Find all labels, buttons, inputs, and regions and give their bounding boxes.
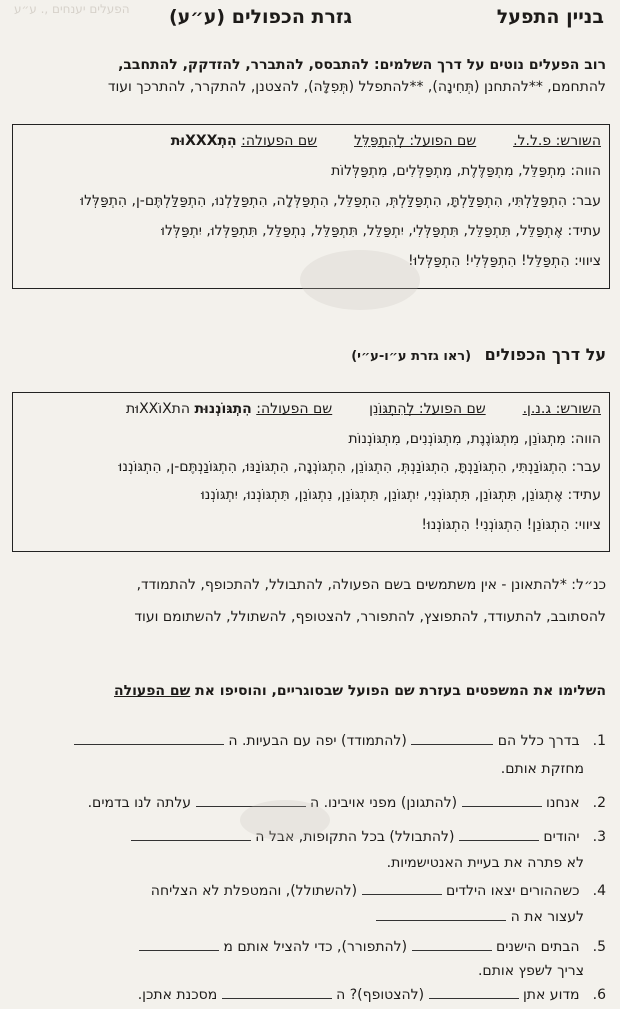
exercise-1-continuation: מחזקת אותם. bbox=[500, 761, 584, 777]
verb-hint: (להתפורר), כדי להציל אותם מ bbox=[223, 939, 408, 955]
box2-imperative: ציווי: הִתְגּוֹנֵן! הִתְגּוֹנְנִי! הִתְגּוֹנְנוּ! bbox=[421, 517, 601, 533]
section-title-kfulim bbox=[351, 345, 606, 364]
exercise-text: כשההורים יצאו הילדים bbox=[445, 883, 580, 899]
exercise-5-continuation: צריך לשפץ אותם. bbox=[477, 963, 584, 979]
exercise-number: 6. bbox=[592, 987, 606, 1003]
box2-action-name-label: שם הפעולה: bbox=[256, 401, 333, 417]
section2-note: (ראו גזרת ע״ו-ע״י) bbox=[351, 349, 472, 364]
box2-header-row bbox=[21, 399, 601, 419]
exercise-6 bbox=[12, 984, 606, 1006]
answer-blank[interactable] bbox=[429, 984, 519, 999]
exercise-text: יהודים bbox=[543, 829, 580, 845]
box1-header-row bbox=[21, 131, 601, 151]
bleed-through-text: הפעלים יענחים ,. ע״ע bbox=[14, 2, 130, 16]
box1-root: השורש: פ.ל.ל. bbox=[513, 133, 601, 149]
exercise-4 bbox=[12, 880, 606, 902]
exercise-text: אנחנו bbox=[546, 795, 580, 811]
box1-present: הווה: מִתְפַּלֵּל, מִתְפַּלֶּלֶת, מִתְפַּלְּלִים, מִתְפַּלְּלוֹת bbox=[331, 163, 601, 179]
answer-blank[interactable] bbox=[74, 730, 224, 745]
verb-hint: (להשתולל), והמטפלת לא הצליחה bbox=[150, 883, 358, 899]
answer-blank[interactable] bbox=[459, 826, 539, 841]
exercise-text: מפני אויבינו. ה bbox=[309, 795, 397, 811]
exercise-text: יפה עם הבעיות. ה bbox=[228, 733, 337, 749]
exercise-number: 4. bbox=[592, 883, 606, 899]
exercise-text: לעצור את ה bbox=[510, 909, 584, 925]
exercise-5 bbox=[12, 936, 606, 958]
answer-blank[interactable] bbox=[362, 880, 442, 895]
gizra-title: גזרת הכפולים (ע״ע) bbox=[168, 6, 352, 28]
box1-verb-name: שם הפועל: לְהִתְפַּלֵּל bbox=[353, 133, 477, 149]
answer-blank[interactable] bbox=[411, 730, 493, 745]
box1-action-name: הִתְXXXוּת bbox=[170, 133, 237, 149]
exercise-1 bbox=[12, 730, 606, 752]
exercise-number: 1. bbox=[592, 733, 606, 749]
intro-line-1: רוב הפעלים נוטים על דרך השלמים: להתבסס, להתברר, להזדקק, להתחבב, bbox=[118, 57, 606, 73]
exercise-text: הבתים הישנים bbox=[496, 939, 580, 955]
box2-action-pattern: התXוֹXXוּת bbox=[126, 401, 191, 417]
verb-hint: (להתגונן) bbox=[400, 795, 458, 811]
box2-past: עבר: הִתְגּוֹנַנְתִּי, הִתְגּוֹנַנְתָּ, הִתְגּוֹנַנְתְּ, הִתְגּוֹנֵן, הִתְגּוֹנְנָה, הִתְגּוֹנַנּוּ, הִתְגּוֹנַנְתֶּם-ן, הִתְגּוֹנְנוּ bbox=[118, 459, 601, 475]
exercise-4-continuation bbox=[376, 906, 584, 928]
verb-hint: (להתבולל) bbox=[389, 829, 455, 845]
paper-smudge bbox=[240, 800, 330, 840]
box2-action-name: הִתְגּוֹנְנוּת bbox=[194, 401, 252, 417]
answer-blank[interactable] bbox=[222, 984, 332, 999]
box2-verb-name: שם הפועל: לְהִתְגּוֹנֵן bbox=[369, 401, 486, 417]
answer-blank[interactable] bbox=[131, 826, 251, 841]
exercise-text: בדרך כלל הם bbox=[497, 733, 580, 749]
page-header bbox=[10, 2, 610, 36]
instructions-text: השלימו את המשפטים בעזרת שם הפועל שבסוגריים, והוסיפו את bbox=[195, 683, 606, 699]
binyan-title: בניין התפעל bbox=[496, 6, 604, 28]
exercise-3-continuation: לא פתרה את בעיית האנטישמיות. bbox=[386, 855, 584, 871]
box1-past: עבר: הִתְפַּלַּלְתִּי, הִתְפַּלַּלְתָּ, הִתְפַּלַּלְתְּ, הִתְפַּלֵּל, הִתְפַּלְּלָה, הִתְפַּלַּלְנוּ, הִתְפַּלַּלְתֶּם-ן, הִתְפַּלְּלוּ bbox=[80, 193, 601, 209]
box1-imperative: ציווי: הִתְפַּלֵּל! הִתְפַּלְּלִי! הִתְפַּלְּלוּ! bbox=[407, 253, 601, 269]
instructions-underlined: שם הפעולה bbox=[114, 683, 191, 699]
conjugation-box-gnn bbox=[12, 392, 610, 552]
box2-future: עתיד: אֶתְגּוֹנֵן, תִּתְגּוֹנֵן, תִּתְגּוֹנְנִי, יִתְגּוֹנֵן, תִּתְגּוֹנֵן, נִתְגּוֹנֵן, תִּתְגּוֹנְנוּ, יִתְגּוֹנְנוּ bbox=[200, 487, 601, 503]
answer-blank[interactable] bbox=[139, 936, 219, 951]
answer-blank[interactable] bbox=[412, 936, 492, 951]
answer-blank[interactable] bbox=[462, 792, 542, 807]
exercise-number: 5. bbox=[592, 939, 606, 955]
exercise-text: מסכנת אתכן. bbox=[137, 987, 218, 1003]
verb-hint: (להצטופף)? ה bbox=[336, 987, 425, 1003]
box2-present: הווה: מִתְגּוֹנֵן, מִתְגּוֹנֶנֶת, מִתְגּוֹנְנִים, מִתְגּוֹנְנוֹת bbox=[348, 431, 601, 447]
verb-hint: (להתמודד) bbox=[340, 733, 407, 749]
exercise-text: עלתה לנו בדמים. bbox=[87, 795, 192, 811]
exercise-text: בכל התקופות, אבל ה bbox=[255, 829, 385, 845]
section2-title: על דרך הכפולים bbox=[484, 345, 606, 364]
paper-smudge bbox=[300, 250, 420, 310]
box1-future: עתיד: אֶתְפַּלֵּל, תִּתְפַּלֵּל, תִּתְפַּלְּלִי, יִתְפַּלֵּל, תִּתְפַּלֵּל, נִתְפַּלֵּל, תִּתְפַּלְּלוּ, יִתְפַּלְּלוּ bbox=[161, 223, 601, 239]
answer-blank[interactable] bbox=[376, 906, 506, 921]
box2-root: השורש: ג.נ.ן. bbox=[522, 401, 601, 417]
exercise-text: מדוע אתן bbox=[522, 987, 580, 1003]
exercise-instructions bbox=[12, 680, 606, 702]
intro-line-2: להתחמם, **להתחנן (תְּחִינָה), **להתפלל (תְּפִלָּה), להצטנן, להתקרר, להתרכך ועוד bbox=[107, 79, 606, 95]
box1-action-name-label: שם הפעולה: bbox=[241, 133, 318, 149]
exercise-number: 2. bbox=[592, 795, 606, 811]
exercise-number: 3. bbox=[592, 829, 606, 845]
note-line-1: כנ״ל: *להתאונן - אין משתמשים בשם הפעולה, להתבולל, להתכופף, להתמודד, bbox=[136, 577, 606, 593]
note-line-2: להסתובב, להתעודד, להתפוצץ, להתפורר, להצטופף, להשתולל, להשתומם ועוד bbox=[134, 609, 606, 625]
